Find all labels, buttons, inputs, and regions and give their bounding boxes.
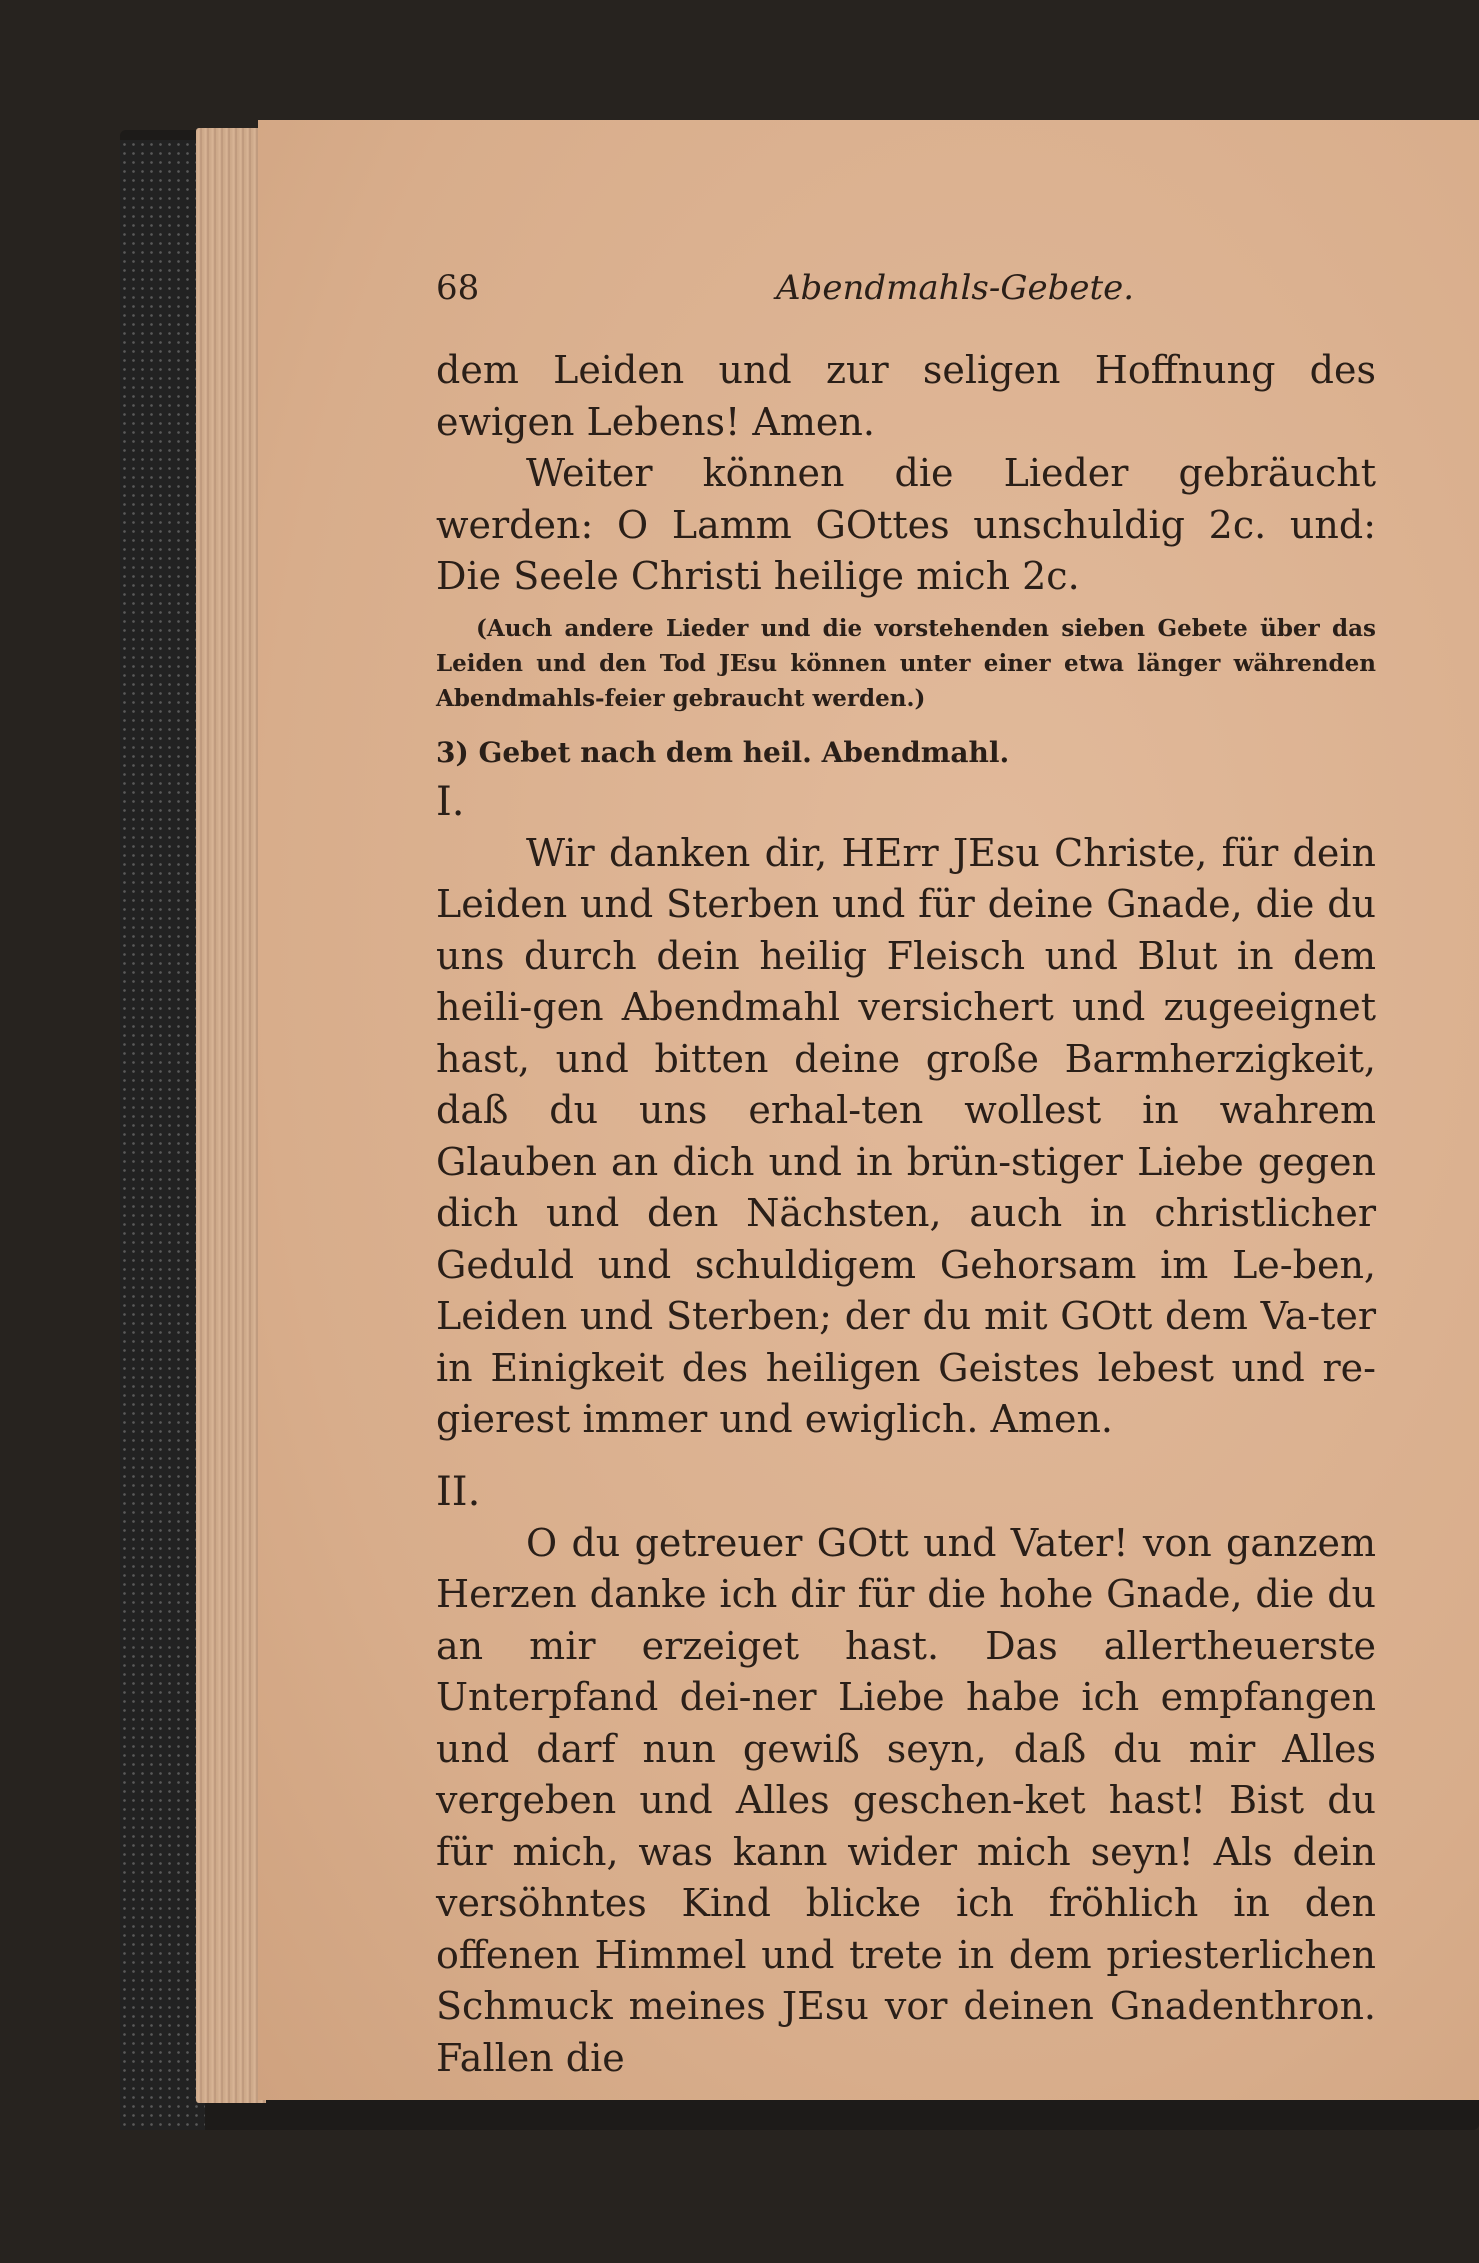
- prayer-2: O du getreuer GOtt und Vater! von ganzem Herzen danke ich dir für die hohe Gnade, die du an mir erzeiget hast. Das allertheuerste Unterpfand dei-ner Liebe habe ich empfangen und darf nun gewiß seyn, daß du mir Alles vergeben und Alles geschen-ket hast! Bist du für mich, was kann wider mich seyn! Als dein versöhntes Kind blicke ich fröhlich in den offenen Himmel und trete in dem priesterlichen Schmuck meines JEsu vor deinen Gnadenthron. Fallen die: [436, 1520, 1376, 2080]
- paragraph-2: Weiter können die Lieder gebräucht werden: O Lamm GOttes unschuldig 2c. und: Die Seele Christi heilige mich 2c.: [436, 451, 1376, 598]
- prayer-number-1: I.: [436, 778, 465, 825]
- page-edges: [196, 128, 266, 2103]
- book-page: [258, 120, 1479, 2100]
- page-header: [436, 268, 1376, 318]
- section-heading: 3) Gebet nach dem heil. Abendmahl.: [436, 735, 1010, 769]
- page-text: [436, 345, 1376, 2084]
- book-binding: [120, 140, 205, 2130]
- prayer-1: Wir danken dir, HErr JEsu Christe, für dein Leiden und Sterben und für deine Gnade, die du uns durch dein heilig Fleisch und Blut in dem heili-gen Abendmahl versichert und zugeeignet hast, und bitten deine große Barmherzigkeit, daß du uns erhal-ten wollest in wahrem Glauben an dich und in brün-stiger Liebe gegen dich und den Nächsten, auch in christlicher Geduld und schuldigem Gehorsam im Le-ben, Leiden und Sterben; der du mit GOtt dem Va-ter in Einigkeit des heiligen Geistes lebest und re-gierest immer und ewiglich. Amen.: [436, 830, 1376, 1441]
- prayer-number-2: II.: [436, 1468, 481, 1515]
- running-title: Abendmahls-Gebete.: [776, 268, 1135, 308]
- paragraph-1: dem Leiden und zur seligen Hoffnung des ewigen Lebens! Amen.: [436, 348, 1376, 444]
- page-number: 68: [436, 268, 480, 308]
- rubric-note: (Auch andere Lieder und die vorstehenden sieben Gebete über das Leiden und den Tod JEsu können unter einer etwa länger währenden Abendmahls-feier gebraucht werden.): [436, 614, 1376, 712]
